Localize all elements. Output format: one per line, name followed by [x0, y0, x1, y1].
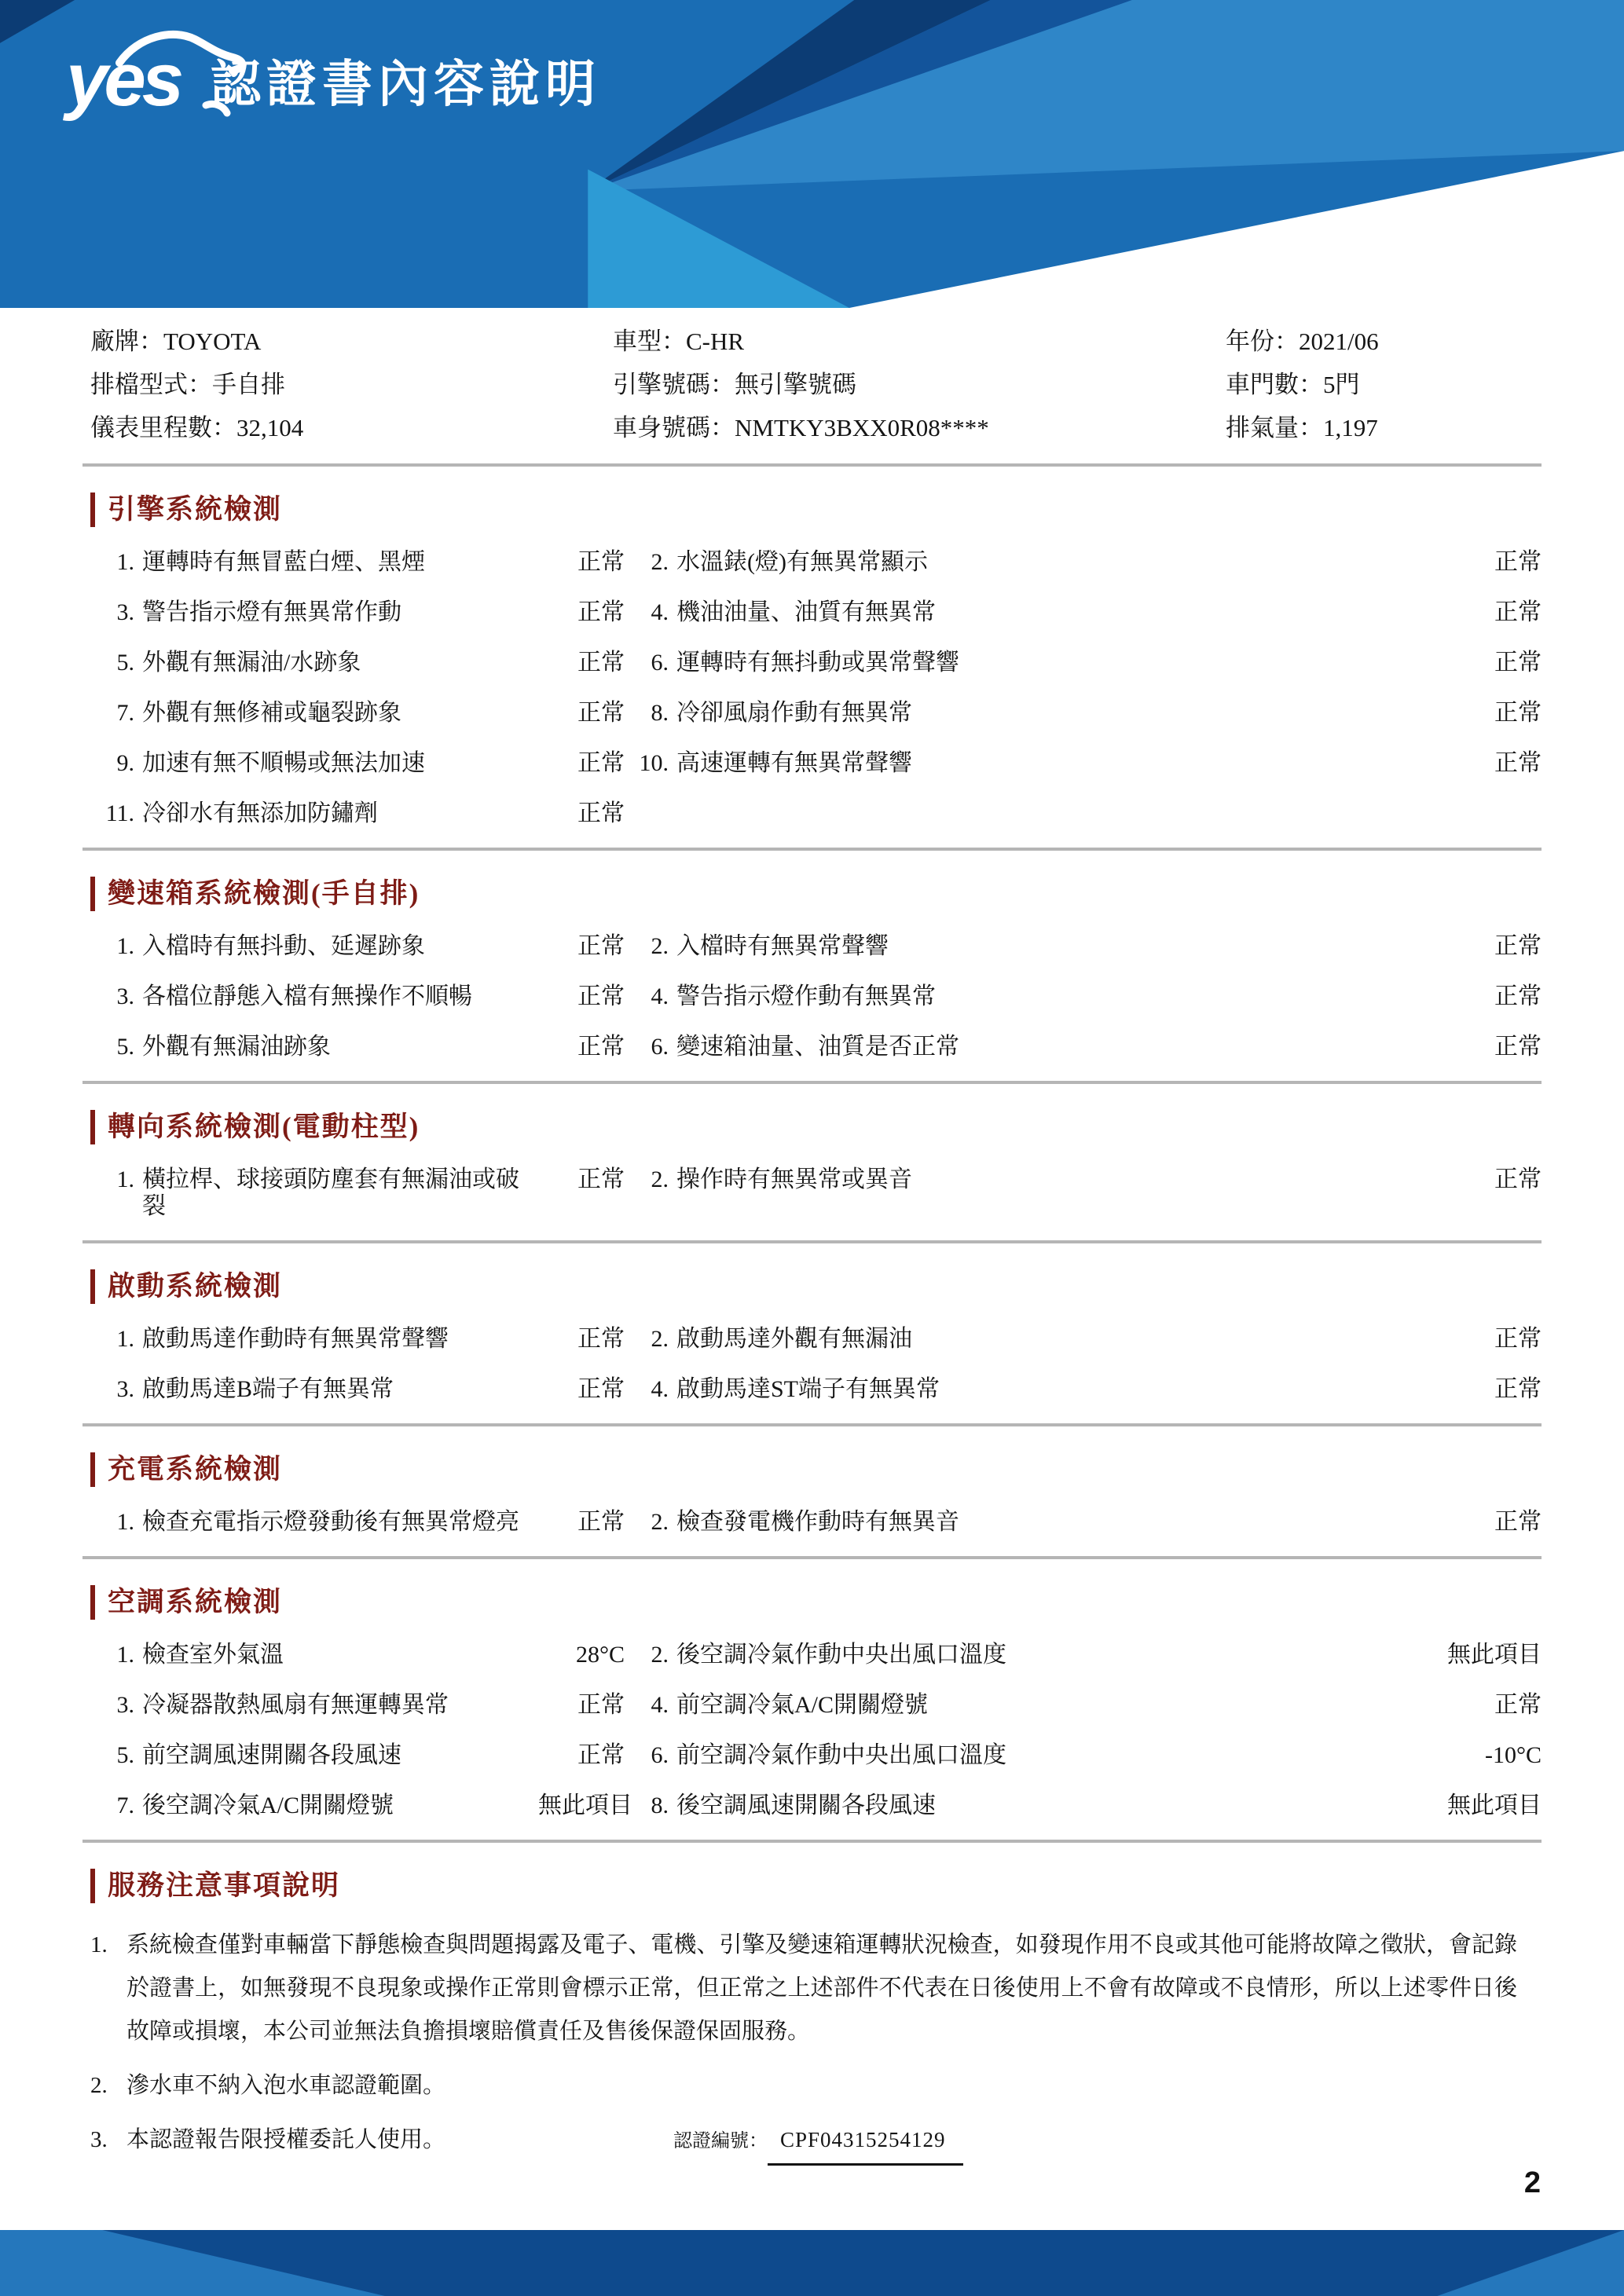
item-label-cell	[625, 700, 1416, 727]
item-number: 1.	[116, 1509, 134, 1535]
item-label: 冷卻風扇作動有無異常	[676, 700, 912, 726]
page-title: 認證書內容說明	[211, 56, 601, 112]
item-label: 冷凝器散熱風扇有無運轉異常	[142, 1692, 449, 1718]
section-items	[90, 1166, 1542, 1220]
note-text: 本認證報告限授權委託人使用。	[126, 2127, 446, 2152]
item-label-cell	[90, 1166, 538, 1220]
page-number: 2	[1523, 2166, 1541, 2199]
note-text: 系統檢查僅對車輛當下靜態檢查與問題揭露及電子、電機、引擎及變速箱運轉狀況檢查，如發現作用不良或其他可能將故障之徵狀，會記錄於證書上，如無發現不良現象或操作正常則會標示正常，但正常之上述部件不代表在日後使用上不會有故障或不良情形，所以上述零件日後故障或損壞，本公司並無法負擔損壞賠償責任及售後保證保固服務。	[126, 1932, 1517, 2044]
item-value: 正常	[1494, 933, 1542, 959]
item-label-cell	[625, 1166, 1416, 1220]
section-items	[90, 933, 1542, 1060]
item-label: 啟動馬達ST端子有無異常	[676, 1376, 940, 1402]
item-label-cell	[90, 750, 538, 777]
divider	[82, 1240, 1542, 1243]
item-value: 正常	[577, 750, 625, 776]
item-label: 運轉時有無抖動或異常聲響	[676, 650, 959, 676]
item-number: 7.	[116, 700, 134, 726]
item-label-cell	[625, 549, 1416, 576]
item-number: 2.	[651, 933, 669, 959]
info-field	[613, 413, 1226, 443]
item-value: 正常	[577, 1034, 625, 1060]
item-label: 運轉時有無冒藍白煙、黑煙	[142, 549, 425, 575]
item-value: 正常	[577, 650, 625, 676]
section-title: 充電系統檢測	[90, 1452, 1542, 1487]
note-number: 3.	[90, 2127, 108, 2152]
certificate-number-label: 認證編號：	[673, 2131, 768, 2151]
item-number: 6.	[651, 1742, 669, 1768]
item-label: 警告指示燈作動有無異常	[676, 983, 936, 1009]
item-number: 1.	[116, 933, 134, 959]
info-field	[1226, 413, 1542, 443]
item-label-cell	[90, 1326, 538, 1353]
item-label: 機油油量、油質有無異常	[676, 599, 936, 625]
item-label: 變速箱油量、油質是否正常	[676, 1034, 959, 1060]
item-label: 警告指示燈有無異常作動	[142, 599, 401, 625]
info-value: 無引擎號碼	[735, 371, 856, 398]
info-field	[1226, 370, 1542, 400]
section-title: 啟動系統檢測	[90, 1269, 1542, 1304]
item-value: -10°C	[1485, 1742, 1542, 1768]
item-label-cell	[625, 599, 1416, 626]
item-label-cell	[625, 983, 1416, 1010]
item-label-cell	[90, 1034, 538, 1060]
info-label: 引擎號碼：	[613, 371, 735, 398]
item-label: 啟動馬達B端子有無異常	[142, 1376, 394, 1402]
section-items	[90, 549, 1542, 827]
page-header	[0, 0, 1624, 308]
item-number: 9.	[116, 750, 134, 776]
item-value: 28°C	[575, 1642, 625, 1668]
item-number: 5.	[116, 650, 134, 676]
info-value: 5門	[1323, 371, 1360, 398]
item-number: 3.	[116, 983, 134, 1009]
footer-shape-dark	[0, 2230, 1624, 2296]
section-title: 空調系統檢測	[90, 1585, 1542, 1620]
item-number: 1.	[116, 1166, 134, 1192]
section-title: 引擎系統檢測	[90, 493, 1542, 527]
item-label-cell	[90, 1792, 538, 1819]
item-number: 2.	[651, 549, 669, 575]
item-number: 5.	[116, 1742, 134, 1768]
section-items	[90, 1642, 1542, 1819]
item-number: 1.	[116, 1326, 134, 1352]
info-field	[90, 413, 613, 443]
divider	[82, 848, 1542, 851]
info-label: 車身號碼：	[613, 414, 735, 441]
divider	[82, 1423, 1542, 1426]
notes-title: 服務注意事項說明	[90, 1869, 1542, 1903]
item-label: 水溫錶(燈)有無異常顯示	[676, 549, 928, 575]
item-number: 2.	[651, 1166, 669, 1192]
item-label-cell	[625, 1642, 1416, 1668]
item-label-cell	[90, 599, 538, 626]
item-label-cell	[90, 1692, 538, 1719]
item-label-cell	[625, 1792, 1416, 1819]
item-number: 6.	[651, 650, 669, 676]
item-value: 正常	[1494, 599, 1542, 625]
item-label: 外觀有無漏油跡象	[142, 1034, 331, 1060]
item-value: 正常	[1494, 1034, 1542, 1060]
item-label-cell	[625, 650, 1416, 676]
info-field	[90, 370, 613, 400]
item-value: 正常	[577, 1376, 625, 1402]
info-label: 排氣量：	[1226, 414, 1323, 441]
item-value: 正常	[577, 800, 625, 826]
info-value: 1,197	[1323, 414, 1378, 441]
item-number: 4.	[651, 1692, 669, 1718]
item-label: 後空調冷氣A/C開關燈號	[142, 1792, 394, 1818]
service-notes	[90, 1869, 1542, 2166]
notes-list	[90, 1924, 1542, 2166]
item-label: 操作時有無異常或異音	[676, 1166, 912, 1192]
item-label: 後空調冷氣作動中央出風口溫度	[676, 1642, 1006, 1668]
item-value: 正常	[577, 983, 625, 1009]
divider	[82, 463, 1542, 467]
item-label: 啟動馬達作動時有無異常聲響	[142, 1326, 449, 1352]
item-label-cell	[625, 1326, 1416, 1353]
item-number: 1.	[116, 1642, 134, 1668]
item-label: 冷卻水有無添加防鏽劑	[142, 800, 378, 826]
info-value: C-HR	[686, 328, 745, 355]
item-label: 檢查發電機作動時有無異音	[676, 1509, 959, 1535]
divider	[82, 1840, 1542, 1843]
section-items	[90, 1326, 1542, 1403]
item-label: 高速運轉有無異常聲響	[676, 750, 912, 776]
item-value: 正常	[577, 549, 625, 575]
item-value: 正常	[1494, 1326, 1542, 1352]
item-value: 正常	[577, 1166, 625, 1192]
certificate-number: CPF04315254129	[768, 2118, 963, 2166]
item-value: 無此項目	[1447, 1792, 1542, 1818]
item-label-cell	[90, 650, 538, 676]
info-value: 2021/06	[1299, 328, 1379, 355]
item-label: 各檔位靜態入檔有無操作不順暢	[142, 983, 472, 1009]
item-label: 前空調冷氣A/C開關燈號	[676, 1692, 929, 1718]
info-value: TOYOTA	[163, 328, 262, 355]
item-number: 7.	[116, 1792, 134, 1818]
item-number: 2.	[651, 1642, 669, 1668]
item-number: 11.	[105, 800, 134, 826]
note-number: 1.	[90, 1932, 108, 1957]
item-label: 啟動馬達外觀有無漏油	[676, 1326, 912, 1352]
section-title: 轉向系統檢測(電動柱型)	[90, 1110, 1542, 1144]
info-label: 廠牌：	[90, 328, 163, 355]
item-value: 正常	[1494, 1376, 1542, 1402]
item-number: 1.	[116, 549, 134, 575]
item-label: 入檔時有無抖動、延遲跡象	[142, 933, 425, 959]
info-label: 年份：	[1226, 328, 1299, 355]
note-text: 滲水車不納入泡水車認證範圍。	[126, 2073, 446, 2098]
item-number: 8.	[651, 700, 669, 726]
item-label-cell	[90, 1509, 538, 1536]
info-label: 儀表里程數：	[90, 414, 236, 441]
item-number: 3.	[116, 1376, 134, 1402]
item-label-cell	[625, 750, 1416, 777]
item-value: 正常	[1494, 1692, 1542, 1718]
item-value: 正常	[577, 700, 625, 726]
item-number: 2.	[651, 1326, 669, 1352]
item-label-cell	[90, 1642, 538, 1668]
item-label-cell	[90, 549, 538, 576]
item-value: 正常	[1494, 549, 1542, 575]
item-label: 後空調風速開關各段風速	[676, 1792, 936, 1818]
item-value: 正常	[577, 1326, 625, 1352]
item-value: 正常	[577, 1692, 625, 1718]
item-value: 無此項目	[538, 1792, 632, 1818]
item-label: 外觀有無漏油/水跡象	[142, 650, 361, 676]
info-value: NMTKY3BXX0R08****	[735, 414, 989, 441]
item-number: 5.	[116, 1034, 134, 1060]
item-label-cell	[625, 933, 1416, 960]
info-value: 32,104	[236, 414, 304, 441]
item-number: 4.	[651, 983, 669, 1009]
info-label: 車型：	[613, 328, 686, 355]
item-label: 檢查室外氣溫	[142, 1642, 284, 1668]
item-label-cell	[625, 1509, 1416, 1536]
info-label: 車門數：	[1226, 371, 1323, 398]
item-number: 3.	[116, 1692, 134, 1718]
item-label: 檢查充電指示燈發動後有無異常燈亮	[142, 1509, 519, 1535]
report-body	[90, 308, 1542, 2166]
item-value: 正常	[1494, 1166, 1542, 1192]
item-label-cell	[625, 1034, 1416, 1060]
item-label: 入檔時有無異常聲響	[676, 933, 889, 959]
item-value: 正常	[1494, 700, 1542, 726]
note-item	[90, 2064, 1542, 2107]
item-label-cell	[90, 800, 538, 827]
item-label-cell	[90, 1742, 538, 1769]
item-label: 前空調冷氣作動中央出風口溫度	[676, 1742, 1006, 1768]
item-value	[1416, 800, 1542, 827]
note-number: 2.	[90, 2073, 108, 2098]
item-label-cell	[625, 1692, 1416, 1719]
item-label-cell	[625, 1376, 1416, 1403]
item-label-cell	[625, 800, 1416, 827]
item-value: 正常	[577, 933, 625, 959]
vehicle-info	[90, 308, 1542, 443]
inspection-sections	[90, 493, 1542, 1843]
info-field	[613, 327, 1226, 357]
item-value: 正常	[1494, 983, 1542, 1009]
item-value: 正常	[577, 1742, 625, 1768]
item-label-cell	[90, 1376, 538, 1403]
certificate-number-group	[673, 2118, 963, 2166]
item-number: 4.	[651, 1376, 669, 1402]
note-item	[90, 1924, 1542, 2053]
item-number: 8.	[651, 1792, 669, 1818]
divider	[82, 1081, 1542, 1084]
logo-text: yes	[66, 38, 181, 122]
item-label-cell	[90, 983, 538, 1010]
item-number: 10.	[639, 750, 669, 776]
info-label: 排檔型式：	[90, 371, 212, 398]
divider	[82, 1556, 1542, 1559]
info-field	[90, 327, 613, 357]
item-label-cell	[625, 1742, 1416, 1769]
item-label: 前空調風速開關各段風速	[142, 1742, 401, 1768]
section-title: 變速箱系統檢測(手自排)	[90, 877, 1542, 911]
info-field	[613, 370, 1226, 400]
item-value: 正常	[1494, 750, 1542, 776]
item-number: 4.	[651, 599, 669, 625]
item-value: 正常	[577, 599, 625, 625]
info-value: 手自排	[212, 371, 285, 398]
item-label: 外觀有無修補或龜裂跡象	[142, 700, 401, 726]
item-label: 加速有無不順暢或無法加速	[142, 750, 425, 776]
item-value: 正常	[1494, 1509, 1542, 1535]
item-value: 正常	[577, 1509, 625, 1535]
item-label-cell	[90, 933, 538, 960]
item-value: 正常	[1494, 650, 1542, 676]
page-footer	[0, 2230, 1624, 2296]
item-number: 6.	[651, 1034, 669, 1060]
item-value: 無此項目	[1447, 1642, 1542, 1668]
section-items	[90, 1509, 1542, 1536]
info-field	[1226, 327, 1542, 357]
item-number: 3.	[116, 599, 134, 625]
item-label-cell	[90, 700, 538, 727]
note-item	[90, 2118, 1542, 2166]
item-label: 橫拉桿、球接頭防塵套有無漏油或破裂	[142, 1166, 519, 1219]
item-number: 2.	[651, 1509, 669, 1535]
